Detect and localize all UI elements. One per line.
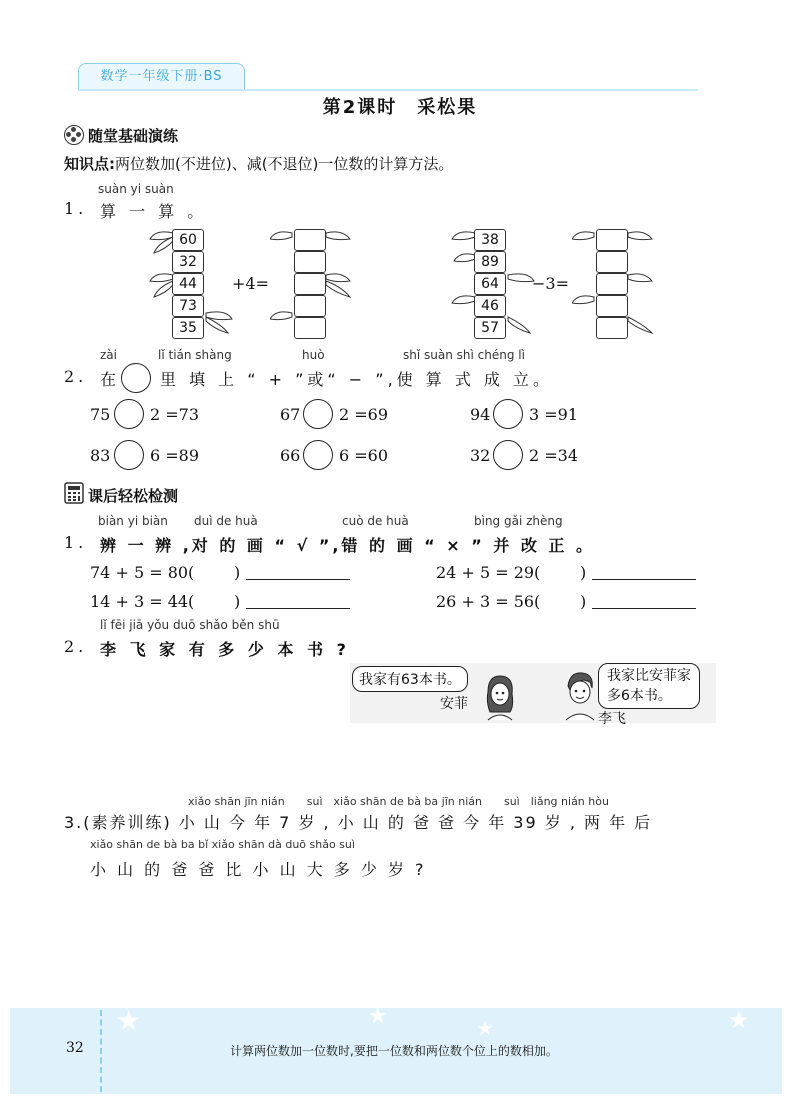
correction-line-3[interactable]	[246, 608, 350, 609]
girl-anfei-icon	[480, 672, 520, 722]
eq-r1c1-b: 2 =73	[150, 405, 200, 424]
eq-r1c2-a: 67	[280, 405, 301, 424]
star-icon: ★	[728, 1006, 750, 1034]
bamboo-cell-right-1: 38	[474, 229, 506, 251]
bamboo-cell-right-5: 57	[474, 317, 506, 339]
answer-cell-right-3[interactable]	[596, 273, 628, 295]
eq-r2c1-a: 83	[90, 446, 111, 465]
star-icon: ★	[368, 1004, 388, 1029]
correction-line-4[interactable]	[592, 608, 696, 609]
bamboo-cell-left-4: 73	[172, 295, 204, 317]
eq-r1c3-a: 94	[470, 405, 491, 424]
book-header-tab: 数学一年级下册·BS	[78, 63, 245, 91]
answer-cell-right-1[interactable]	[596, 229, 628, 251]
star-icon: ★	[476, 1016, 494, 1040]
eq-r2c2-b: 6 =60	[339, 446, 389, 465]
footer-divider	[100, 1010, 102, 1092]
section-heading-practice: 随堂基础演练	[88, 127, 179, 145]
speech-bubble-lifei	[598, 663, 700, 709]
eq-r1c1-a: 75	[90, 405, 111, 424]
s2q1-pinyin-1: biàn yi biàn	[98, 514, 168, 528]
answer-cell-left-3[interactable]	[294, 273, 326, 295]
judge-item-4: 26 + 3 = 56(	[436, 592, 541, 611]
left-operator: +4=	[232, 274, 269, 293]
calculator-icon	[64, 482, 84, 504]
q1-number: 1.	[64, 199, 88, 218]
judge-paren-3: )	[234, 592, 241, 611]
name-lifei: 李飞	[598, 711, 626, 727]
op-circle-r2c3[interactable]	[493, 440, 523, 470]
s2q3-pinyin-2: xiǎo shān de bà ba bǐ xiǎo shān dà duō shǎo suì	[90, 838, 355, 851]
section-heading-check: 课后轻松检测	[88, 487, 179, 505]
answer-cell-right-2[interactable]	[596, 251, 628, 273]
bamboo-cell-left-1: 60	[172, 229, 204, 251]
s2q3-line-2: 小 山 的 爸 爸 比 小 山 大 多 少 岁 ?	[90, 860, 427, 879]
answer-cell-left-1[interactable]	[294, 229, 326, 251]
bamboo-cell-left-3: 44	[172, 273, 204, 295]
s2q3-line-1: 3.(素养训练) 小 山 今 年 7 岁 , 小 山 的 爸 爸 今 年 39 岁 , 两 年 后	[64, 813, 653, 832]
op-circle-r1c1[interactable]	[114, 399, 144, 429]
name-anfei: 安菲	[440, 696, 468, 712]
judge-paren-2: )	[580, 563, 587, 582]
eq-r1c2-b: 2 =69	[339, 405, 389, 424]
judge-item-3: 14 + 3 = 44(	[90, 592, 195, 611]
bubble-lifei-line-1: 我家比安菲家	[607, 668, 691, 684]
s2q1-pinyin-4: bìng gǎi zhèng	[474, 514, 563, 528]
star-icon: ★	[116, 1004, 142, 1037]
q2-pinyin-4: shǐ suàn shì chéng lì	[403, 348, 525, 362]
s2q1-number: 1.	[64, 533, 88, 552]
op-circle-r2c2[interactable]	[303, 440, 333, 470]
judge-paren-1: )	[234, 563, 241, 582]
knowledge-point	[64, 153, 453, 174]
bubble-lifei-line-2: 多6本书。	[607, 688, 672, 704]
q2-pinyin-3: huò	[302, 348, 325, 362]
s2q2-number: 2.	[64, 637, 88, 656]
correction-line-1[interactable]	[246, 579, 350, 580]
answer-cell-left-5[interactable]	[294, 317, 326, 339]
q2-pinyin-2: lǐ tián shàng	[158, 348, 232, 362]
film-reel-icon	[64, 125, 84, 145]
footer-tip: 计算两位数加一位数时,要把一位数和两位数个位上的数相加。	[230, 1044, 558, 1058]
answer-cell-right-5[interactable]	[596, 317, 628, 339]
q2-pinyin-1: zài	[100, 348, 117, 362]
s2q2-text: 李 飞 家 有 多 少 本 书 ?	[100, 640, 350, 659]
right-operator: −3=	[532, 274, 569, 293]
judge-paren-4: )	[580, 592, 587, 611]
q2-text: 在 里 填 上 “ + ”或“ − ”,使 算 式 成 立。	[100, 370, 554, 389]
bamboo-cell-left-2: 32	[172, 251, 204, 273]
header-divider	[78, 89, 698, 91]
s2q1-pinyin-2: duì de huà	[194, 514, 258, 528]
op-circle-r1c2[interactable]	[303, 399, 333, 429]
bamboo-cell-right-3: 64	[474, 273, 506, 295]
s2q3-pinyin-1: xiǎo shān jīn nián suì xiǎo shān de bà ba jīn nián suì liǎng nián hòu	[188, 795, 609, 808]
eq-r2c3-b: 2 =34	[529, 446, 579, 465]
speech-bubble-anfei: 我家有63本书。	[352, 666, 468, 692]
s2q1-pinyin-3: cuò de huà	[342, 514, 409, 528]
answer-cell-left-4[interactable]	[294, 295, 326, 317]
answer-cell-right-4[interactable]	[596, 295, 628, 317]
q2-circle-icon	[121, 363, 151, 393]
s2q2-pinyin: lǐ fēi jiā yǒu duō shǎo běn shū	[100, 618, 280, 632]
s2q1-text: 辨 一 辨 ,对 的 画 “ √ ”,错 的 画 “ × ” 并 改 正 。	[100, 536, 595, 555]
judge-item-2: 24 + 5 = 29(	[436, 563, 541, 582]
op-circle-r1c3[interactable]	[493, 399, 523, 429]
knowledge-label: 知识点:	[64, 155, 115, 173]
q2-number: 2.	[64, 367, 88, 386]
eq-r2c3-a: 32	[470, 446, 491, 465]
eq-r2c2-a: 66	[280, 446, 301, 465]
page-number: 32	[66, 1040, 84, 1056]
judge-item-1: 74 + 5 = 80(	[90, 563, 195, 582]
answer-cell-left-2[interactable]	[294, 251, 326, 273]
knowledge-text: 两位数加(不进位)、减(不退位)一位数的计算方法。	[115, 155, 454, 173]
bamboo-cell-right-2: 89	[474, 251, 506, 273]
boy-lifei-icon	[560, 668, 600, 722]
op-circle-r2c1[interactable]	[114, 440, 144, 470]
bamboo-cell-right-4: 46	[474, 295, 506, 317]
page-title: 第2课时 采松果	[322, 97, 478, 118]
q1-text: 算 一 算 。	[100, 202, 208, 221]
bamboo-cell-left-5: 35	[172, 317, 204, 339]
eq-r2c1-b: 6 =89	[150, 446, 200, 465]
eq-r1c3-b: 3 =91	[529, 405, 579, 424]
q1-pinyin: suàn yi suàn	[98, 182, 174, 196]
correction-line-2[interactable]	[592, 579, 696, 580]
